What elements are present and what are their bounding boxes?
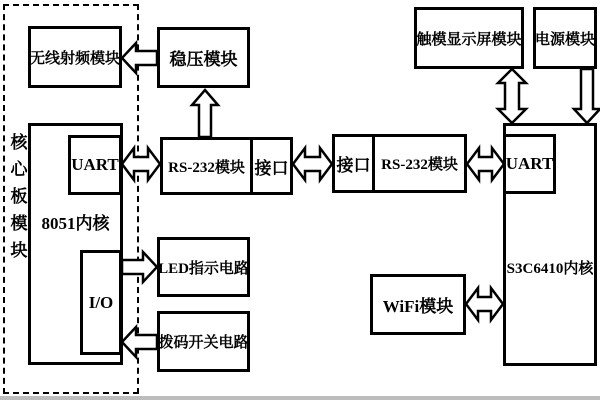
wifi-module-box [370,274,466,335]
rs232-left-port-label: 接口 [254,158,289,178]
power-module-box [533,7,597,69]
arrow-touch-s3c-double-vertical-icon [498,69,526,123]
rs232-left-port-cell [253,140,290,192]
uart-left-label: UART [71,155,119,174]
arrow-power-to-s3c-down-icon [574,69,600,123]
touch-display-module-label: 触模显示屏模块 [416,31,522,48]
rf-module-box [28,26,122,88]
rs232-right-module-cell [375,137,464,190]
rf-module-label: 无线射频模块 [30,50,121,67]
rs232-left-module-label: RS-232模块 [168,159,245,176]
core-board-module-label: 核心板模块 [10,133,28,260]
rs232-right-port-cell [335,137,375,190]
io-label: I/O [88,292,114,312]
wifi-module-label: WiFi模块 [382,297,454,316]
core-8051-label: 8051内核 [41,213,110,233]
arrow-port-port-double-icon [293,148,332,180]
image-bottom-edge [0,396,600,400]
power-module-label: 电源模块 [535,31,596,48]
rs232-right-module-label: RS-232模块 [381,157,458,173]
touch-display-module-box [414,7,524,69]
rs232-left-box [160,137,293,195]
rs232-right-port-label: 接口 [336,156,371,175]
led-circuit-box [157,237,250,297]
rs232-left-module-cell [163,140,253,192]
arrow-wifi-s3c-double-icon [466,288,503,320]
dip-switch-circuit-box [157,311,250,372]
regulator-module-label: 稳压模块 [169,50,238,69]
regulator-module-box [157,27,250,88]
arrow-rs232-to-regulator-up-icon [192,90,218,137]
led-circuit-label: LED指示电路 [158,260,249,277]
uart-right-box [503,134,556,194]
uart-left-box [68,135,122,195]
arrow-rs232-uartright-double-icon [467,148,504,180]
uart-right-label: UART [505,154,554,173]
dip-switch-circuit-label: 拨码开关电路 [158,335,249,351]
rs232-right-box [332,134,467,193]
io-box [80,250,122,355]
core-s3c6410-label: S3C6410内核 [506,260,594,277]
